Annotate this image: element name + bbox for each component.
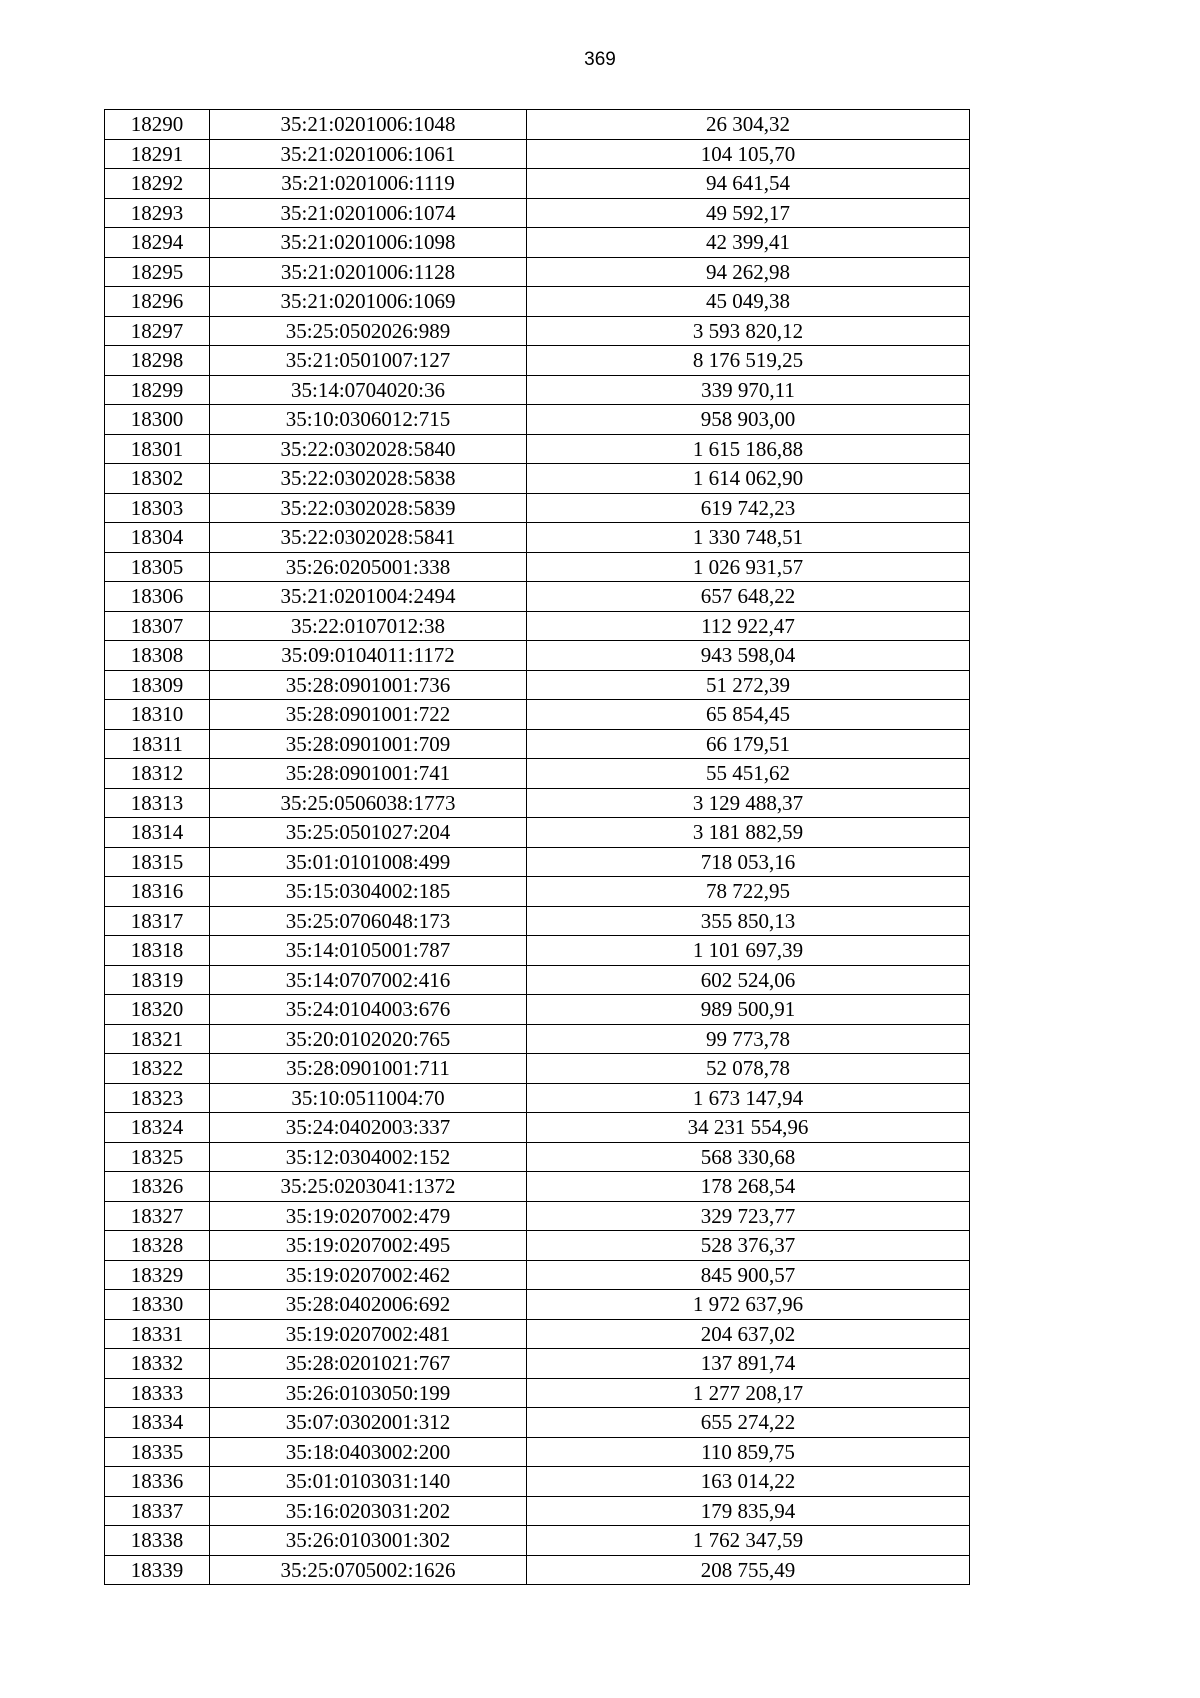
table-row	[105, 1172, 970, 1202]
cadastral-value-cell: 845 900,57	[527, 1260, 970, 1290]
cadastral-number-cell: 35:22:0302028:5839	[210, 493, 527, 523]
table-row	[105, 847, 970, 877]
row-number-cell: 18326	[105, 1172, 210, 1202]
table-row	[105, 110, 970, 140]
table-body	[105, 110, 970, 1585]
cadastral-value-cell: 355 850,13	[527, 906, 970, 936]
cadastral-value-cell: 1 614 062,90	[527, 464, 970, 494]
cadastral-value-cell: 66 179,51	[527, 729, 970, 759]
row-number-cell: 18310	[105, 700, 210, 730]
row-number-cell: 18313	[105, 788, 210, 818]
cadastral-number-cell: 35:28:0402006:692	[210, 1290, 527, 1320]
table-row	[105, 729, 970, 759]
table-row	[105, 1526, 970, 1556]
cadastral-number-cell: 35:20:0102020:765	[210, 1024, 527, 1054]
cadastral-value-cell: 1 762 347,59	[527, 1526, 970, 1556]
table-row	[105, 1496, 970, 1526]
table-row	[105, 375, 970, 405]
row-number-cell: 18317	[105, 906, 210, 936]
row-number-cell: 18316	[105, 877, 210, 907]
cadastral-number-cell: 35:26:0103050:199	[210, 1378, 527, 1408]
cadastral-value-cell: 26 304,32	[527, 110, 970, 140]
row-number-cell: 18320	[105, 995, 210, 1025]
cadastral-value-cell: 989 500,91	[527, 995, 970, 1025]
row-number-cell: 18304	[105, 523, 210, 553]
cadastral-number-cell: 35:28:0901001:711	[210, 1054, 527, 1084]
cadastral-number-cell: 35:09:0104011:1172	[210, 641, 527, 671]
cadastral-value-cell: 179 835,94	[527, 1496, 970, 1526]
cadastral-value-table	[104, 109, 970, 1585]
cadastral-number-cell: 35:28:0901001:709	[210, 729, 527, 759]
table-row	[105, 1467, 970, 1497]
row-number-cell: 18292	[105, 169, 210, 199]
cadastral-number-cell: 35:25:0502026:989	[210, 316, 527, 346]
table-row	[105, 995, 970, 1025]
row-number-cell: 18301	[105, 434, 210, 464]
cadastral-number-cell: 35:24:0402003:337	[210, 1113, 527, 1143]
cadastral-value-cell: 104 105,70	[527, 139, 970, 169]
table-row	[105, 1024, 970, 1054]
table-row	[105, 464, 970, 494]
cadastral-value-cell: 178 268,54	[527, 1172, 970, 1202]
row-number-cell: 18303	[105, 493, 210, 523]
cadastral-number-cell: 35:25:0705002:1626	[210, 1555, 527, 1585]
row-number-cell: 18322	[105, 1054, 210, 1084]
row-number-cell: 18296	[105, 287, 210, 317]
row-number-cell: 18321	[105, 1024, 210, 1054]
table-row	[105, 611, 970, 641]
cadastral-value-cell: 55 451,62	[527, 759, 970, 789]
cadastral-value-cell: 602 524,06	[527, 965, 970, 995]
cadastral-value-cell: 655 274,22	[527, 1408, 970, 1438]
cadastral-value-cell: 49 592,17	[527, 198, 970, 228]
table-row	[105, 1083, 970, 1113]
table-row	[105, 965, 970, 995]
table-row	[105, 405, 970, 435]
table-row	[105, 906, 970, 936]
row-number-cell: 18297	[105, 316, 210, 346]
cadastral-number-cell: 35:22:0302028:5838	[210, 464, 527, 494]
table-row	[105, 818, 970, 848]
cadastral-value-cell: 943 598,04	[527, 641, 970, 671]
table-row	[105, 1290, 970, 1320]
row-number-cell: 18331	[105, 1319, 210, 1349]
cadastral-value-cell: 1 673 147,94	[527, 1083, 970, 1113]
row-number-cell: 18324	[105, 1113, 210, 1143]
cadastral-number-cell: 35:25:0203041:1372	[210, 1172, 527, 1202]
table-row	[105, 434, 970, 464]
row-number-cell: 18330	[105, 1290, 210, 1320]
table-row	[105, 346, 970, 376]
table-row	[105, 1260, 970, 1290]
table-row	[105, 169, 970, 199]
table-row	[105, 316, 970, 346]
table-row	[105, 198, 970, 228]
cadastral-value-cell: 45 049,38	[527, 287, 970, 317]
cadastral-number-cell: 35:19:0207002:462	[210, 1260, 527, 1290]
table-row	[105, 1319, 970, 1349]
row-number-cell: 18332	[105, 1349, 210, 1379]
cadastral-value-cell: 208 755,49	[527, 1555, 970, 1585]
cadastral-value-cell: 51 272,39	[527, 670, 970, 700]
table-row	[105, 287, 970, 317]
cadastral-number-cell: 35:22:0302028:5841	[210, 523, 527, 553]
cadastral-value-cell: 112 922,47	[527, 611, 970, 641]
cadastral-number-cell: 35:25:0506038:1773	[210, 788, 527, 818]
row-number-cell: 18309	[105, 670, 210, 700]
row-number-cell: 18293	[105, 198, 210, 228]
cadastral-number-cell: 35:10:0306012:715	[210, 405, 527, 435]
row-number-cell: 18306	[105, 582, 210, 612]
cadastral-value-cell: 94 641,54	[527, 169, 970, 199]
cadastral-number-cell: 35:26:0103001:302	[210, 1526, 527, 1556]
table-row	[105, 1113, 970, 1143]
row-number-cell: 18333	[105, 1378, 210, 1408]
cadastral-number-cell: 35:14:0707002:416	[210, 965, 527, 995]
cadastral-number-cell: 35:21:0201006:1048	[210, 110, 527, 140]
table-row	[105, 759, 970, 789]
cadastral-number-cell: 35:28:0901001:722	[210, 700, 527, 730]
cadastral-number-cell: 35:21:0201006:1128	[210, 257, 527, 287]
row-number-cell: 18298	[105, 346, 210, 376]
row-number-cell: 18336	[105, 1467, 210, 1497]
table-row	[105, 1142, 970, 1172]
cadastral-number-cell: 35:25:0706048:173	[210, 906, 527, 936]
row-number-cell: 18325	[105, 1142, 210, 1172]
table-row	[105, 641, 970, 671]
row-number-cell: 18314	[105, 818, 210, 848]
table-row	[105, 523, 970, 553]
cadastral-number-cell: 35:12:0304002:152	[210, 1142, 527, 1172]
cadastral-value-cell: 42 399,41	[527, 228, 970, 258]
cadastral-value-cell: 657 648,22	[527, 582, 970, 612]
row-number-cell: 18337	[105, 1496, 210, 1526]
cadastral-value-cell: 1 330 748,51	[527, 523, 970, 553]
cadastral-number-cell: 35:15:0304002:185	[210, 877, 527, 907]
cadastral-value-cell: 568 330,68	[527, 1142, 970, 1172]
cadastral-number-cell: 35:25:0501027:204	[210, 818, 527, 848]
cadastral-number-cell: 35:28:0901001:736	[210, 670, 527, 700]
cadastral-number-cell: 35:16:0203031:202	[210, 1496, 527, 1526]
row-number-cell: 18290	[105, 110, 210, 140]
cadastral-value-cell: 163 014,22	[527, 1467, 970, 1497]
cadastral-number-cell: 35:21:0201006:1069	[210, 287, 527, 317]
table-row	[105, 1555, 970, 1585]
cadastral-value-cell: 94 262,98	[527, 257, 970, 287]
cadastral-number-cell: 35:18:0403002:200	[210, 1437, 527, 1467]
cadastral-number-cell: 35:24:0104003:676	[210, 995, 527, 1025]
cadastral-number-cell: 35:21:0501007:127	[210, 346, 527, 376]
cadastral-value-cell: 1 615 186,88	[527, 434, 970, 464]
table-row	[105, 582, 970, 612]
cadastral-number-cell: 35:01:0103031:140	[210, 1467, 527, 1497]
cadastral-value-cell: 718 053,16	[527, 847, 970, 877]
row-number-cell: 18327	[105, 1201, 210, 1231]
table-row	[105, 1349, 970, 1379]
cadastral-value-cell: 110 859,75	[527, 1437, 970, 1467]
row-number-cell: 18329	[105, 1260, 210, 1290]
cadastral-number-cell: 35:19:0207002:479	[210, 1201, 527, 1231]
table-row	[105, 1054, 970, 1084]
cadastral-number-cell: 35:21:0201006:1098	[210, 228, 527, 258]
table-row	[105, 788, 970, 818]
cadastral-value-cell: 204 637,02	[527, 1319, 970, 1349]
table-row	[105, 1408, 970, 1438]
row-number-cell: 18302	[105, 464, 210, 494]
cadastral-value-cell: 3 181 882,59	[527, 818, 970, 848]
cadastral-number-cell: 35:22:0302028:5840	[210, 434, 527, 464]
cadastral-value-cell: 339 970,11	[527, 375, 970, 405]
row-number-cell: 18318	[105, 936, 210, 966]
cadastral-value-cell: 137 891,74	[527, 1349, 970, 1379]
table-row	[105, 1437, 970, 1467]
row-number-cell: 18295	[105, 257, 210, 287]
cadastral-number-cell: 35:19:0207002:481	[210, 1319, 527, 1349]
cadastral-value-cell: 1 026 931,57	[527, 552, 970, 582]
cadastral-value-cell: 52 078,78	[527, 1054, 970, 1084]
row-number-cell: 18338	[105, 1526, 210, 1556]
cadastral-number-cell: 35:21:0201006:1061	[210, 139, 527, 169]
cadastral-number-cell: 35:26:0205001:338	[210, 552, 527, 582]
table-row	[105, 670, 970, 700]
table-row	[105, 1378, 970, 1408]
row-number-cell: 18305	[105, 552, 210, 582]
cadastral-value-cell: 958 903,00	[527, 405, 970, 435]
cadastral-number-cell: 35:21:0201006:1074	[210, 198, 527, 228]
cadastral-value-cell: 8 176 519,25	[527, 346, 970, 376]
page-number: 369	[584, 49, 616, 70]
row-number-cell: 18291	[105, 139, 210, 169]
row-number-cell: 18300	[105, 405, 210, 435]
row-number-cell: 18311	[105, 729, 210, 759]
table-row	[105, 228, 970, 258]
cadastral-value-cell: 1 277 208,17	[527, 1378, 970, 1408]
row-number-cell: 18315	[105, 847, 210, 877]
cadastral-number-cell: 35:22:0107012:38	[210, 611, 527, 641]
cadastral-value-cell: 34 231 554,96	[527, 1113, 970, 1143]
table-row	[105, 1231, 970, 1261]
row-number-cell: 18308	[105, 641, 210, 671]
row-number-cell: 18334	[105, 1408, 210, 1438]
row-number-cell: 18312	[105, 759, 210, 789]
table-row	[105, 552, 970, 582]
row-number-cell: 18328	[105, 1231, 210, 1261]
cadastral-number-cell: 35:10:0511004:70	[210, 1083, 527, 1113]
table-row	[105, 139, 970, 169]
row-number-cell: 18339	[105, 1555, 210, 1585]
table-row	[105, 257, 970, 287]
cadastral-number-cell: 35:19:0207002:495	[210, 1231, 527, 1261]
row-number-cell: 18319	[105, 965, 210, 995]
cadastral-value-cell: 1 101 697,39	[527, 936, 970, 966]
cadastral-number-cell: 35:07:0302001:312	[210, 1408, 527, 1438]
cadastral-value-cell: 65 854,45	[527, 700, 970, 730]
table-row	[105, 877, 970, 907]
cadastral-value-cell: 3 593 820,12	[527, 316, 970, 346]
cadastral-number-cell: 35:01:0101008:499	[210, 847, 527, 877]
cadastral-value-cell: 528 376,37	[527, 1231, 970, 1261]
cadastral-value-cell: 3 129 488,37	[527, 788, 970, 818]
cadastral-number-cell: 35:14:0704020:36	[210, 375, 527, 405]
row-number-cell: 18294	[105, 228, 210, 258]
row-number-cell: 18323	[105, 1083, 210, 1113]
cadastral-number-cell: 35:21:0201006:1119	[210, 169, 527, 199]
cadastral-number-cell: 35:14:0105001:787	[210, 936, 527, 966]
cadastral-value-cell: 1 972 637,96	[527, 1290, 970, 1320]
cadastral-number-cell: 35:28:0201021:767	[210, 1349, 527, 1379]
cadastral-number-cell: 35:28:0901001:741	[210, 759, 527, 789]
cadastral-value-cell: 78 722,95	[527, 877, 970, 907]
table-row	[105, 936, 970, 966]
cadastral-value-cell: 99 773,78	[527, 1024, 970, 1054]
row-number-cell: 18307	[105, 611, 210, 641]
table-row	[105, 1201, 970, 1231]
row-number-cell: 18335	[105, 1437, 210, 1467]
cadastral-value-cell: 619 742,23	[527, 493, 970, 523]
cadastral-value-cell: 329 723,77	[527, 1201, 970, 1231]
cadastral-number-cell: 35:21:0201004:2494	[210, 582, 527, 612]
row-number-cell: 18299	[105, 375, 210, 405]
table-row	[105, 493, 970, 523]
table-row	[105, 700, 970, 730]
